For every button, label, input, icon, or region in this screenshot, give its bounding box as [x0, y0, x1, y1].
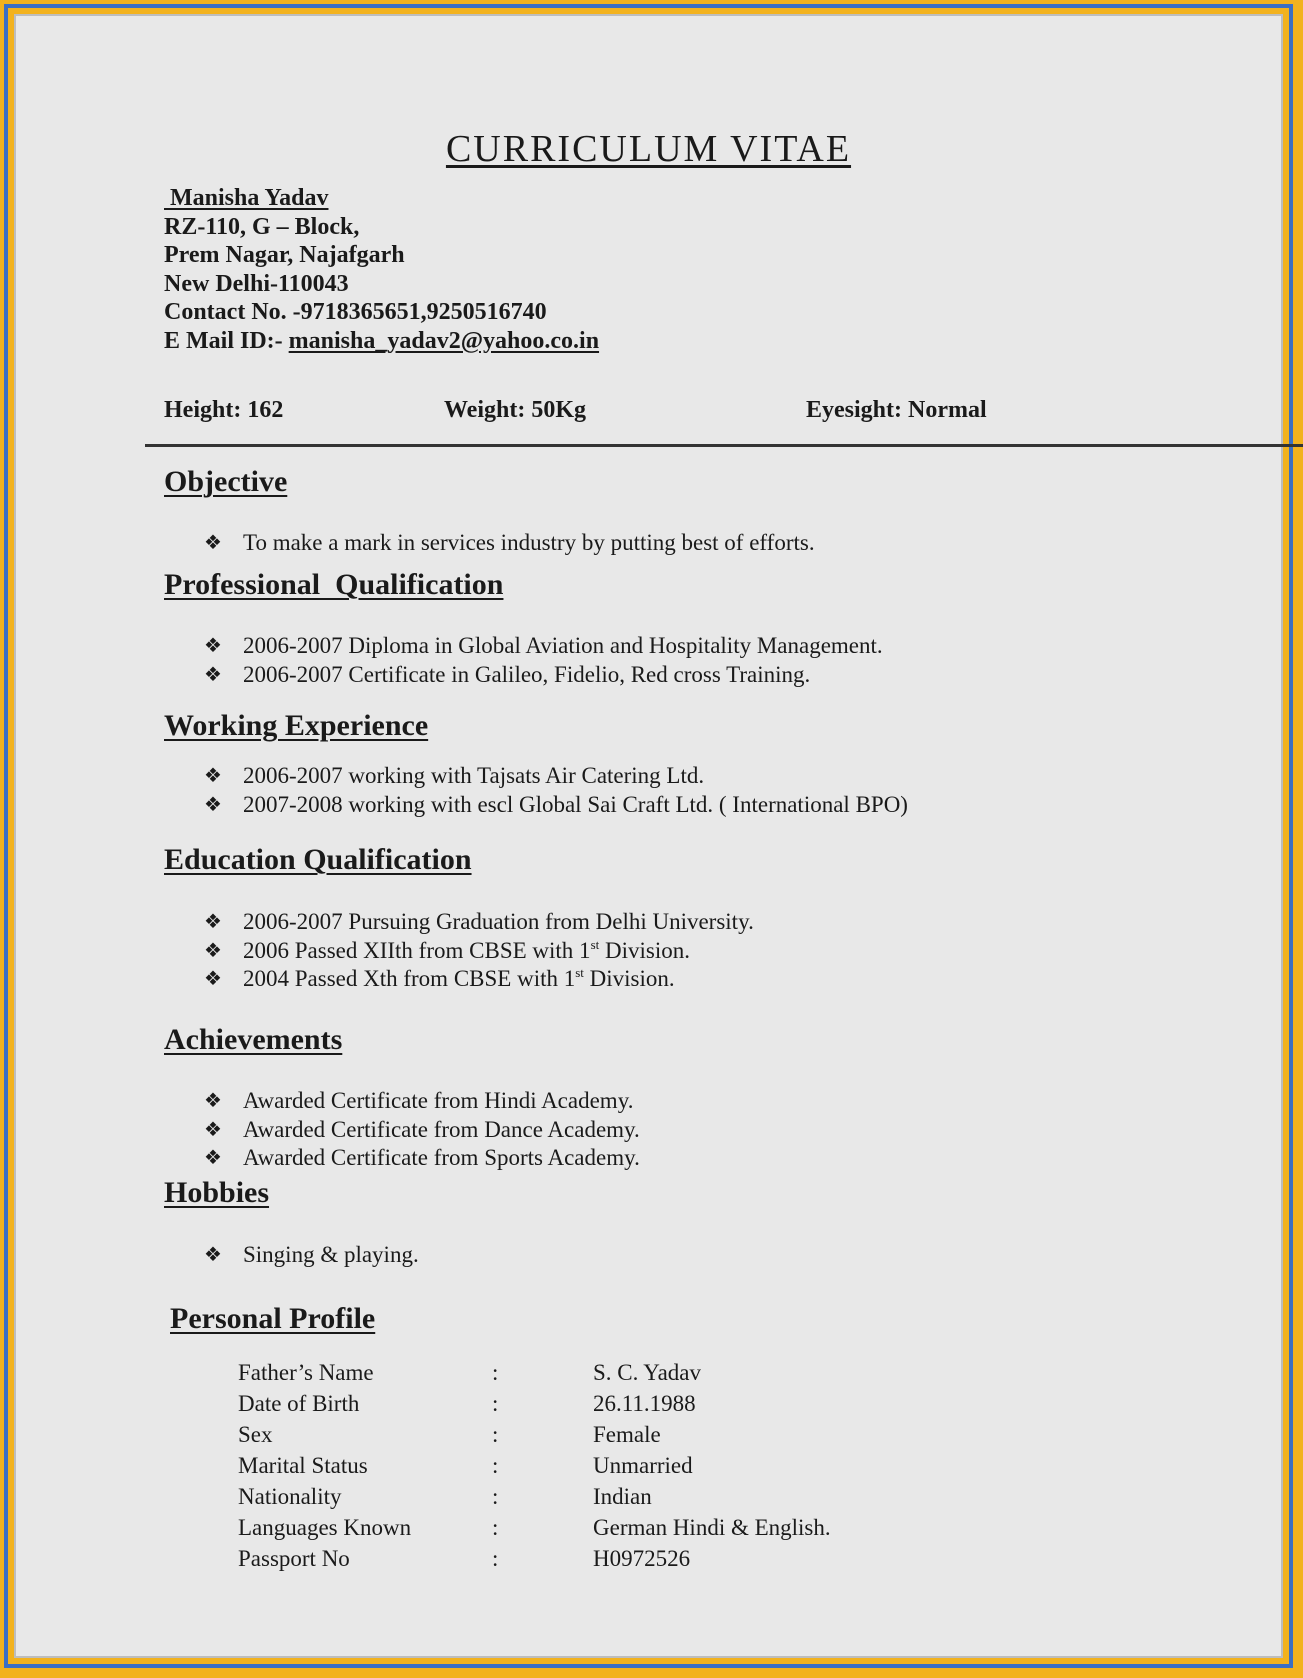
contact-block: [164, 184, 599, 355]
list-item: ❖ 2004 Passed Xth from CBSE with 1st Division.: [204, 965, 754, 994]
bullet-icon: ❖: [204, 1090, 222, 1112]
bullet-icon: ❖: [204, 1147, 222, 1169]
achievements-list: [204, 1087, 640, 1173]
education-list: [204, 908, 754, 994]
weight-field: Weight: 50Kg: [444, 397, 586, 423]
address-line-2: Prem Nagar, Najafgarh: [164, 242, 405, 268]
bullet-icon: ❖: [204, 663, 222, 686]
objective-list: [204, 529, 815, 558]
list-item: ❖ 2006-2007 Diploma in Global Aviation and Hospitality Management.: [204, 632, 883, 661]
eyesight-field: Eyesight: Normal: [806, 397, 987, 423]
experience-heading: Working Experience: [164, 709, 429, 742]
resume-page: CURRICULUM VITAE Manisha Yadav RZ-110, G – Block, Prem Nagar, Najafgarh New Delhi-110043 Contact No. -9718365651,9250516740 E Mail ID:- manisha_yadav2@yahoo.co.in Height: 162 Weight: 50Kg Eyesight: Normal Objective ❖ To make a mark in services industry by putting best of efforts. Professional Qualification ❖ 2006-2007 Diploma in Global Aviation and Hospitality Management. ❖ 2006-2007 Certificate in Galileo, Fidelio, Red cross Training. Working Experience ❖ 2006-2007 working with Tajsats Air Catering Ltd. ❖ 2007-2008 working with escl Global Sai Craft Ltd. ( International BPO) Education Qualification ❖ 2006-2007 Pursuing Graduation from Delhi University. ❖ 2006 Passed XIIth from CBSE with 1st Division. ❖ 2004 Passed Xth from CBSE with 1st Division. Achievements ❖ Awarded Certificate from Hindi Academy. ❖ Awarded Certificate from Dance Academy. ❖ Awarded Certificate from Sports Academy. Hobbies ❖ Singing & playing. Personal Profile Father’s Name : S. C. Yadav Date of Birth : 26.11.1988 Sex : Female Marital Status : Unmarried Nationality : Indian Languages Known : German Hindi & English. Passport No : H0972526: [14, 14, 1283, 1658]
experience-list: [204, 762, 908, 819]
personal-profile-heading: Personal Profile: [170, 1302, 376, 1335]
bullet-icon: ❖: [204, 1118, 222, 1141]
email-link[interactable]: manisha_yadav2@yahoo.co.in: [288, 327, 600, 354]
list-item: ❖ 2007-2008 working with escl Global Sai Craft Ltd. ( International BPO): [204, 791, 908, 820]
list-item: ❖ Awarded Certificate from Hindi Academy.: [204, 1087, 640, 1116]
objective-heading: Objective: [164, 465, 288, 498]
bullet-icon: ❖: [204, 911, 222, 933]
education-heading: Education Qualification: [164, 843, 472, 876]
email-row: [164, 327, 599, 356]
height-field: Height: 162: [164, 397, 284, 423]
list-item: ❖ 2006-2007 Pursuing Graduation from Delhi University.: [204, 908, 754, 937]
achievements-heading: Achievements: [164, 1023, 343, 1056]
hobbies-heading: Hobbies: [164, 1176, 270, 1209]
professional-heading: Professional Qualification: [164, 568, 504, 601]
candidate-name: Manisha Yadav: [164, 185, 329, 211]
list-item: ❖ Awarded Certificate from Sports Academy.: [204, 1144, 640, 1173]
list-item: ❖ 2006-2007 working with Tajsats Air Catering Ltd.: [204, 762, 908, 791]
address-line-3: New Delhi-110043: [164, 270, 349, 297]
list-item: ❖ To make a mark in services industry by putting best of efforts.: [204, 529, 815, 558]
bullet-icon: ❖: [204, 765, 222, 787]
header-divider: [145, 444, 1303, 447]
bullet-icon: ❖: [204, 532, 222, 554]
bullet-icon: ❖: [204, 635, 222, 657]
contact-phone: Contact No. -9718365651,9250516740: [164, 299, 547, 325]
bullet-icon: ❖: [204, 968, 222, 990]
hobbies-list: [204, 1241, 419, 1270]
bullet-icon: ❖: [204, 1244, 222, 1266]
document-title: CURRICULUM VITAE: [445, 128, 852, 171]
professional-list: [204, 632, 883, 689]
list-item: ❖ Awarded Certificate from Dance Academy.: [204, 1116, 640, 1145]
list-item: ❖ 2006-2007 Certificate in Galileo, Fidelio, Red cross Training.: [204, 661, 883, 690]
bullet-icon: ❖: [204, 793, 222, 816]
list-item: ❖ 2006 Passed XIIth from CBSE with 1st Division.: [204, 937, 754, 966]
email-label: E Mail ID:-: [164, 327, 289, 354]
address-line-1: RZ-110, G – Block,: [164, 213, 360, 240]
bullet-icon: ❖: [204, 939, 222, 962]
list-item: ❖ Singing & playing.: [204, 1241, 419, 1270]
